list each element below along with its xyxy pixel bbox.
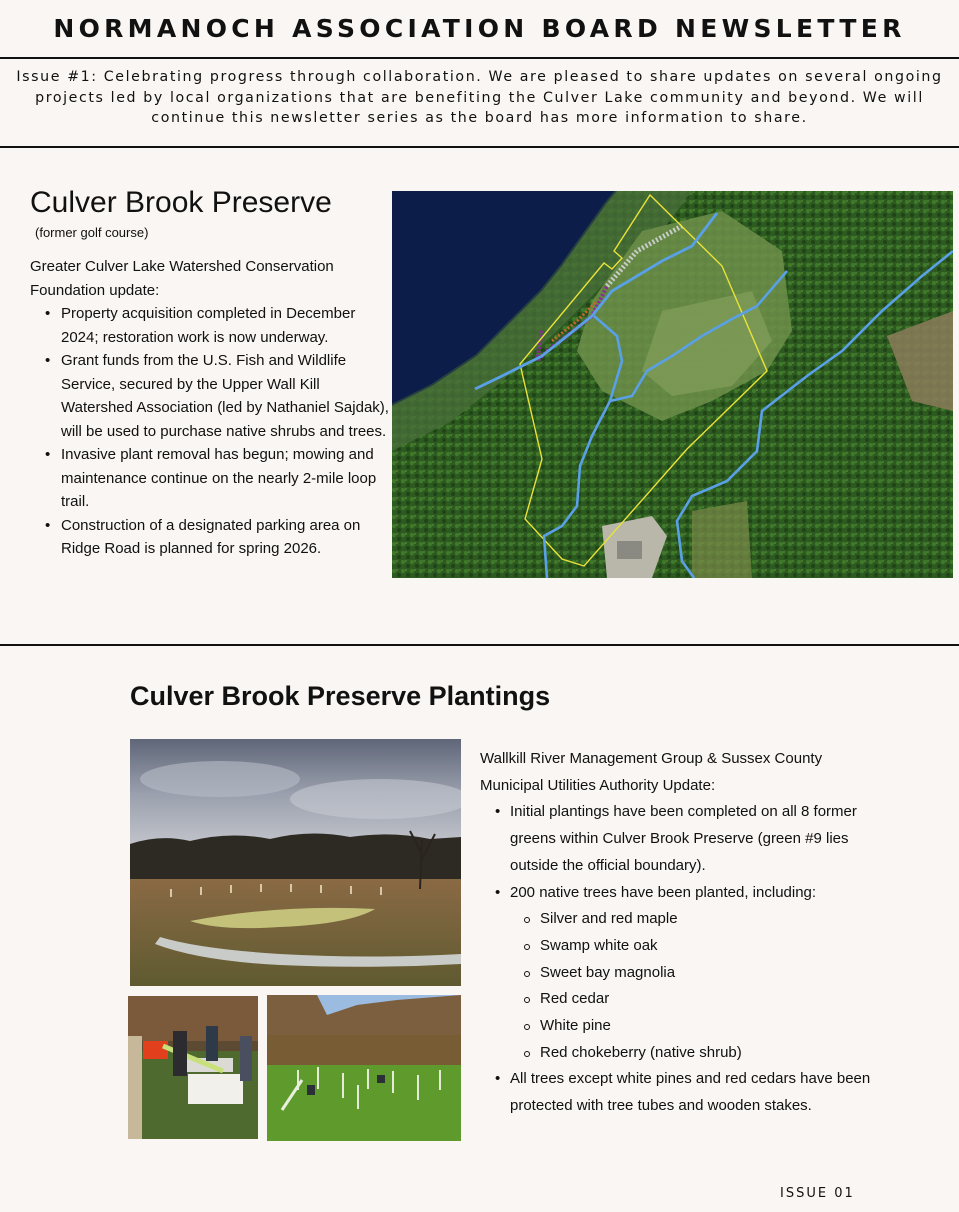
intro-text: Issue #1: Celebrating progress through collaboration. We are pleased to share updates on several ongoing projects led by local organizations that are benefiting the Culver Lake community and beyond. We will continue this newsletter series as the board has more information to share. (16, 69, 943, 126)
species-item: Red chokeberry (native shrub) (524, 1040, 880, 1067)
species-item: Sweet bay magnolia (524, 960, 880, 987)
list-item (495, 880, 880, 1067)
masthead (0, 0, 959, 58)
section-subtitle: (former golf course) (35, 225, 149, 240)
section-lead: Wallkill River Management Group & Sussex County Municipal Utilities Authority Update: (480, 750, 823, 794)
tree-planting-photo (267, 995, 461, 1141)
issue-label: ISSUE 01 (780, 1186, 855, 1201)
species-item: Red cedar (524, 986, 880, 1013)
tree-species-list (524, 906, 880, 1066)
list-item: • Grant funds from the U.S. Fish and Wildlife Service, secured by the Upper Wall Kill Watershed Association (led by Nathaniel Sajdak), will be used to purchase native shrubs and trees. (45, 349, 390, 443)
species-item: Silver and red maple (524, 906, 880, 933)
volunteers-table-photo (128, 996, 258, 1139)
list-item: • Invasive plant removal has begun; mowing and maintenance continue on the nearly 2-mile loop trail. (45, 443, 390, 514)
list-item: • Construction of a designated parking area on Ridge Road is planned for spring 2026. (45, 514, 390, 561)
divider (0, 644, 959, 646)
species-item: Swamp white oak (524, 933, 880, 960)
list-item: • All trees except white pines and red cedars have been protected with tree tubes and wooden stakes. (495, 1066, 880, 1119)
newsletter-title: NORMANOCH ASSOCIATION BOARD NEWSLETTER (53, 14, 906, 43)
bullet-list (495, 799, 880, 1119)
section-lead: Greater Culver Lake Watershed Conservation Foundation update: (30, 258, 334, 299)
list-item: • Initial plantings have been completed on all 8 former greens within Culver Brook Preserve (green #9 lies outside the official boundary). (495, 799, 880, 879)
list-item-text: 200 native trees have been planted, including: (510, 883, 817, 901)
species-item: White pine (524, 1013, 880, 1040)
pond-restoration-photo (130, 739, 461, 986)
section-body (30, 255, 390, 561)
section-title: Culver Brook Preserve (30, 186, 332, 219)
list-item: • Property acquisition completed in December 2024; restoration work is now underway. (45, 302, 390, 349)
section-body (480, 746, 880, 1120)
aerial-map-image (392, 191, 953, 578)
section-title: Culver Brook Preserve Plantings (130, 681, 551, 711)
divider (0, 57, 959, 59)
divider (0, 146, 959, 148)
bullet-list (45, 302, 390, 561)
